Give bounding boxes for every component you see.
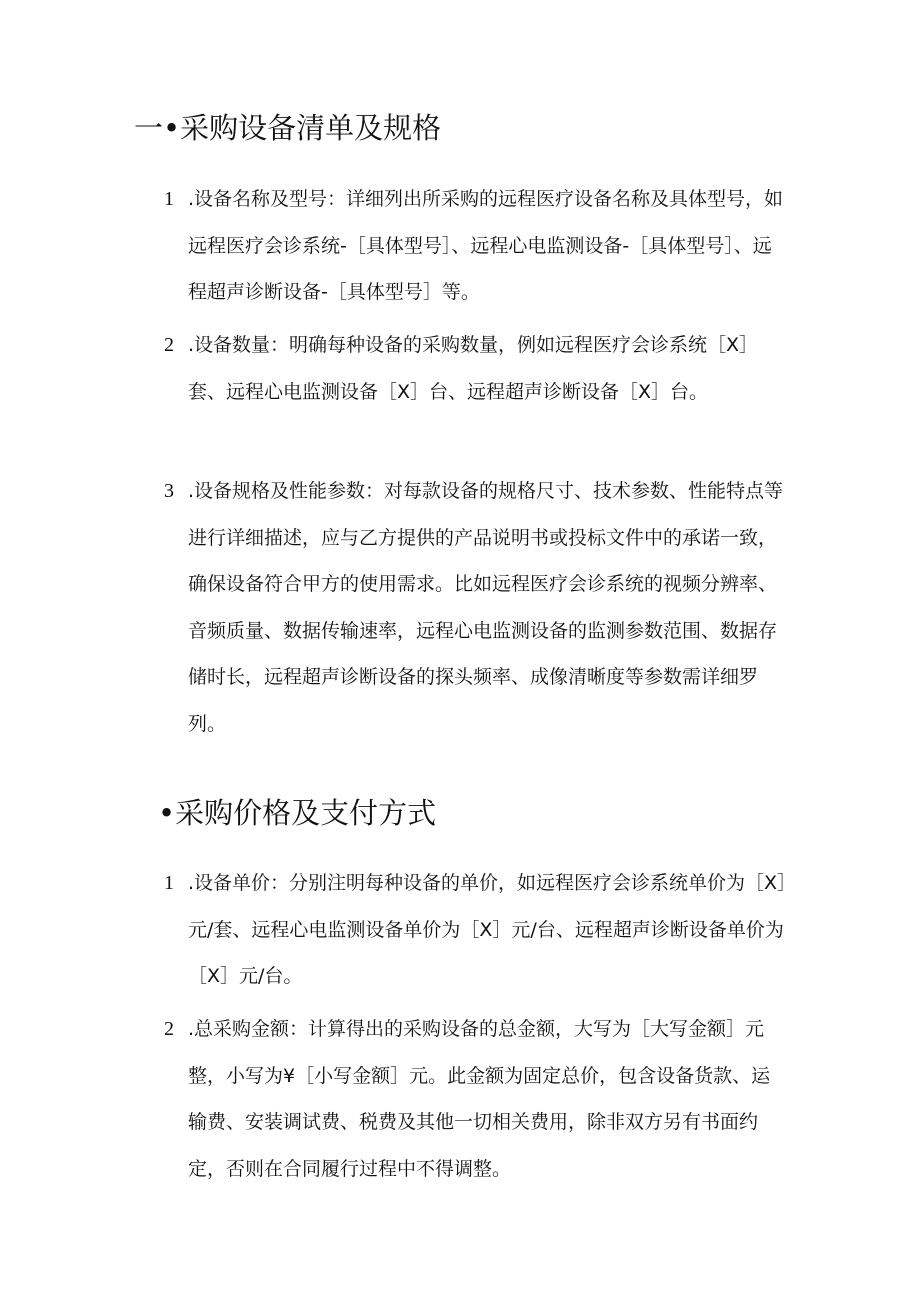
list-item-text: .设备数量：明确每种设备的采购数量，例如远程医疗会诊系统［X］套、远程心电监测设备［X］台、远程超声诊断设备［X］台。 xyxy=(188,334,759,403)
list-item-number: 1 xyxy=(164,872,174,894)
list-item-text: .设备名称及型号：详细列出所采购的远程医疗设备名称及具体型号，如远程医疗会诊系统-［具体型号］、远程心电监测设备-［具体型号］、远程超声诊断设备-［具体型号］等。 xyxy=(188,188,784,303)
list-item xyxy=(164,176,789,316)
list-item-number: 3 xyxy=(164,480,174,502)
list-item-number: 2 xyxy=(164,334,174,356)
list-item-number: 1 xyxy=(164,188,174,210)
section-heading-price-payment: •采购价格及支付方式 xyxy=(158,796,437,830)
list-item xyxy=(164,860,789,1000)
section-heading-equipment-list: 一•采购设备清单及规格 xyxy=(134,111,442,145)
list-item xyxy=(164,468,789,747)
list-item-number: 2 xyxy=(164,1018,174,1040)
list-item-text: .设备规格及性能参数：对每款设备的规格尺寸、技术参数、性能特点等进行详细描述，应与乙方提供的产品说明书或投标文件中的承诺一致，确保设备符合甲方的使用需求。比如远程医疗会诊系统的视频分辨率、音频质量、数据传输速率，远程心电监测设备的监测参数范围、数据存储时长，远程超声诊断设备的探头频率、成像清晰度等参数需详细罗列。 xyxy=(188,480,784,735)
list-item-text: .设备单价：分别注明每种设备的单价，如远程医疗会诊系统单价为［X］元/套、远程心电监测设备单价为［X］元/台、远程超声诊断设备单价为［X］元/台。 xyxy=(188,872,787,987)
list-item xyxy=(164,322,789,415)
list-item-text: .总采购金额：计算得出的采购设备的总金额，大写为［大写金额］元整，小写为¥［小写金额］元。此金额为固定总价，包含设备货款、运输费、安装调试费、税费及其他一切相关费用，除非双方另有书面约定，否则在合同履行过程中不得调整。 xyxy=(188,1018,771,1180)
list-item xyxy=(164,1006,789,1192)
